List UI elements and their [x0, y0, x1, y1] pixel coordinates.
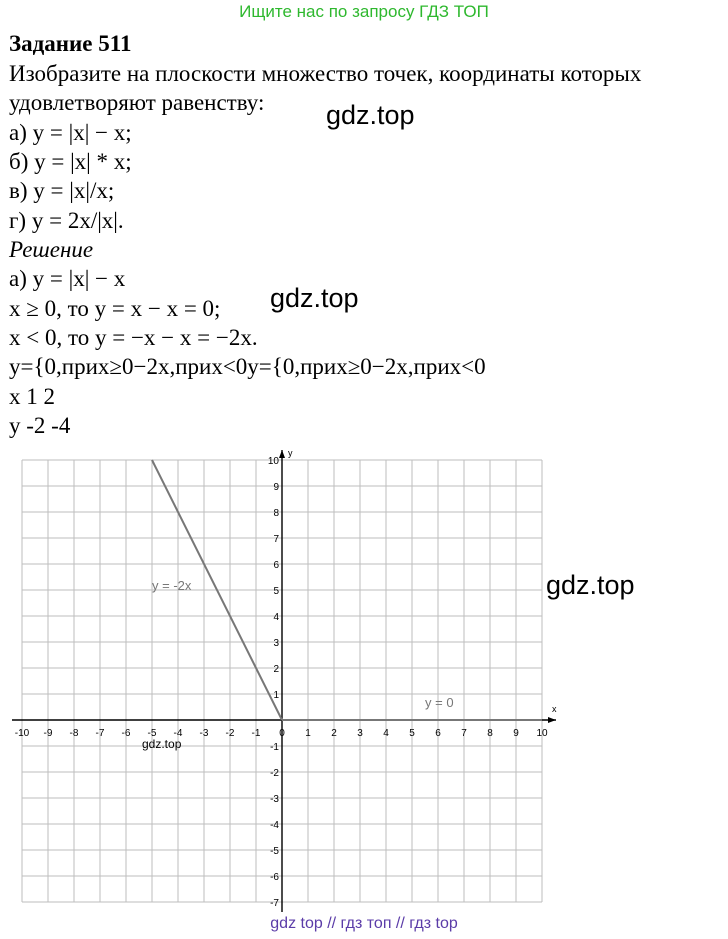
x-tick-label: 8: [487, 728, 493, 739]
task-intro-line-1: Изобразите на плоскости множество точек, координаты которых: [9, 61, 642, 86]
y-tick-label: 8: [273, 508, 279, 519]
x-tick-label: -5: [147, 728, 157, 739]
y-tick-label: -3: [270, 794, 279, 805]
x-tick-label: -10: [14, 728, 30, 739]
footer-links[interactable]: gdz top // гдз топ // гдз top: [270, 915, 458, 932]
x-tick-label: 1: [305, 728, 311, 739]
solution-table-y: y -2 -4: [9, 413, 71, 438]
x-tick-label: 0: [279, 728, 285, 739]
watermark: gdz.top: [326, 100, 415, 130]
axes: [12, 448, 557, 912]
y-tick-label: 5: [273, 586, 279, 597]
solution-line-3: x < 0, то y = −x − x = −2x.: [9, 325, 258, 350]
solution-heading: Решение: [9, 237, 94, 262]
x-tick-label: 5: [409, 728, 415, 739]
y-tick-label: 2: [273, 664, 279, 675]
y-tick-label: 4: [273, 612, 279, 623]
x-tick-label: -7: [95, 728, 105, 739]
x-tick-label: 3: [357, 728, 363, 739]
solution-table-x: x 1 2: [9, 384, 55, 409]
annotations: [152, 578, 454, 710]
solution-line-1: а) y = |x| − x: [9, 266, 126, 291]
solution-line-4: y={0,прих≥0−2x,прих<0y={0,прих≥0−2x,прих<0: [9, 354, 486, 379]
y-tick-label: -4: [270, 820, 279, 831]
x-tick-label: -3: [199, 728, 209, 739]
graph: [12, 448, 557, 913]
task-item-a: а) y = |x| − x;: [9, 120, 132, 145]
y-axis-arrow: [279, 450, 285, 458]
x-tick-label: 7: [461, 728, 467, 739]
x-axis-label: x: [552, 704, 557, 714]
x-tick-label: -9: [43, 728, 53, 739]
graph-watermark: gdz.top: [142, 737, 182, 751]
y-tick-label: -7: [270, 898, 279, 909]
x-tick-label: 6: [435, 728, 441, 739]
y-tick-label: -5: [270, 846, 279, 857]
task-item-c: в) y = |x|/x;: [9, 178, 115, 203]
watermark: gdz.top: [546, 570, 635, 600]
y-tick-label: -1: [270, 742, 279, 753]
solution-line-2: x ≥ 0, то y = x − x = 0;: [9, 296, 221, 321]
y-tick-label: 9: [273, 482, 279, 493]
x-tick-label: -4: [173, 728, 183, 739]
y-tick-label: 1: [273, 690, 279, 701]
y-axis-label: y: [288, 448, 293, 458]
y-tick-label: -2: [270, 768, 279, 779]
x-tick-label: 10: [536, 728, 548, 739]
watermark: gdz.top: [270, 283, 359, 313]
x-tick-label: 9: [513, 728, 519, 739]
series-annotation: y = -2x: [152, 578, 192, 593]
x-tick-label: 2: [331, 728, 337, 739]
x-tick-label: -6: [121, 728, 131, 739]
top-banner[interactable]: Ищите нас по запросу ГДЗ ТОП: [239, 2, 489, 21]
task-intro-line-2: удовлетворяют равенству:: [9, 90, 265, 115]
y-tick-label: 6: [273, 560, 279, 571]
series-annotation: y = 0: [425, 695, 454, 710]
task-title: Задание 511: [9, 31, 132, 56]
y-tick-label: 7: [273, 534, 279, 545]
x-axis-arrow: [548, 717, 556, 723]
y-tick-label: 3: [273, 638, 279, 649]
task-item-b: б) y = |x| * x;: [9, 149, 132, 174]
x-tick-label: -1: [251, 728, 261, 739]
x-tick-label: -8: [69, 728, 79, 739]
x-tick-label: -2: [225, 728, 235, 739]
x-tick-label: 4: [383, 728, 389, 739]
y-tick-label: -6: [270, 872, 279, 883]
task-item-d: г) y = 2x/|x|.: [9, 208, 124, 233]
y-tick-label: 10: [267, 456, 279, 467]
